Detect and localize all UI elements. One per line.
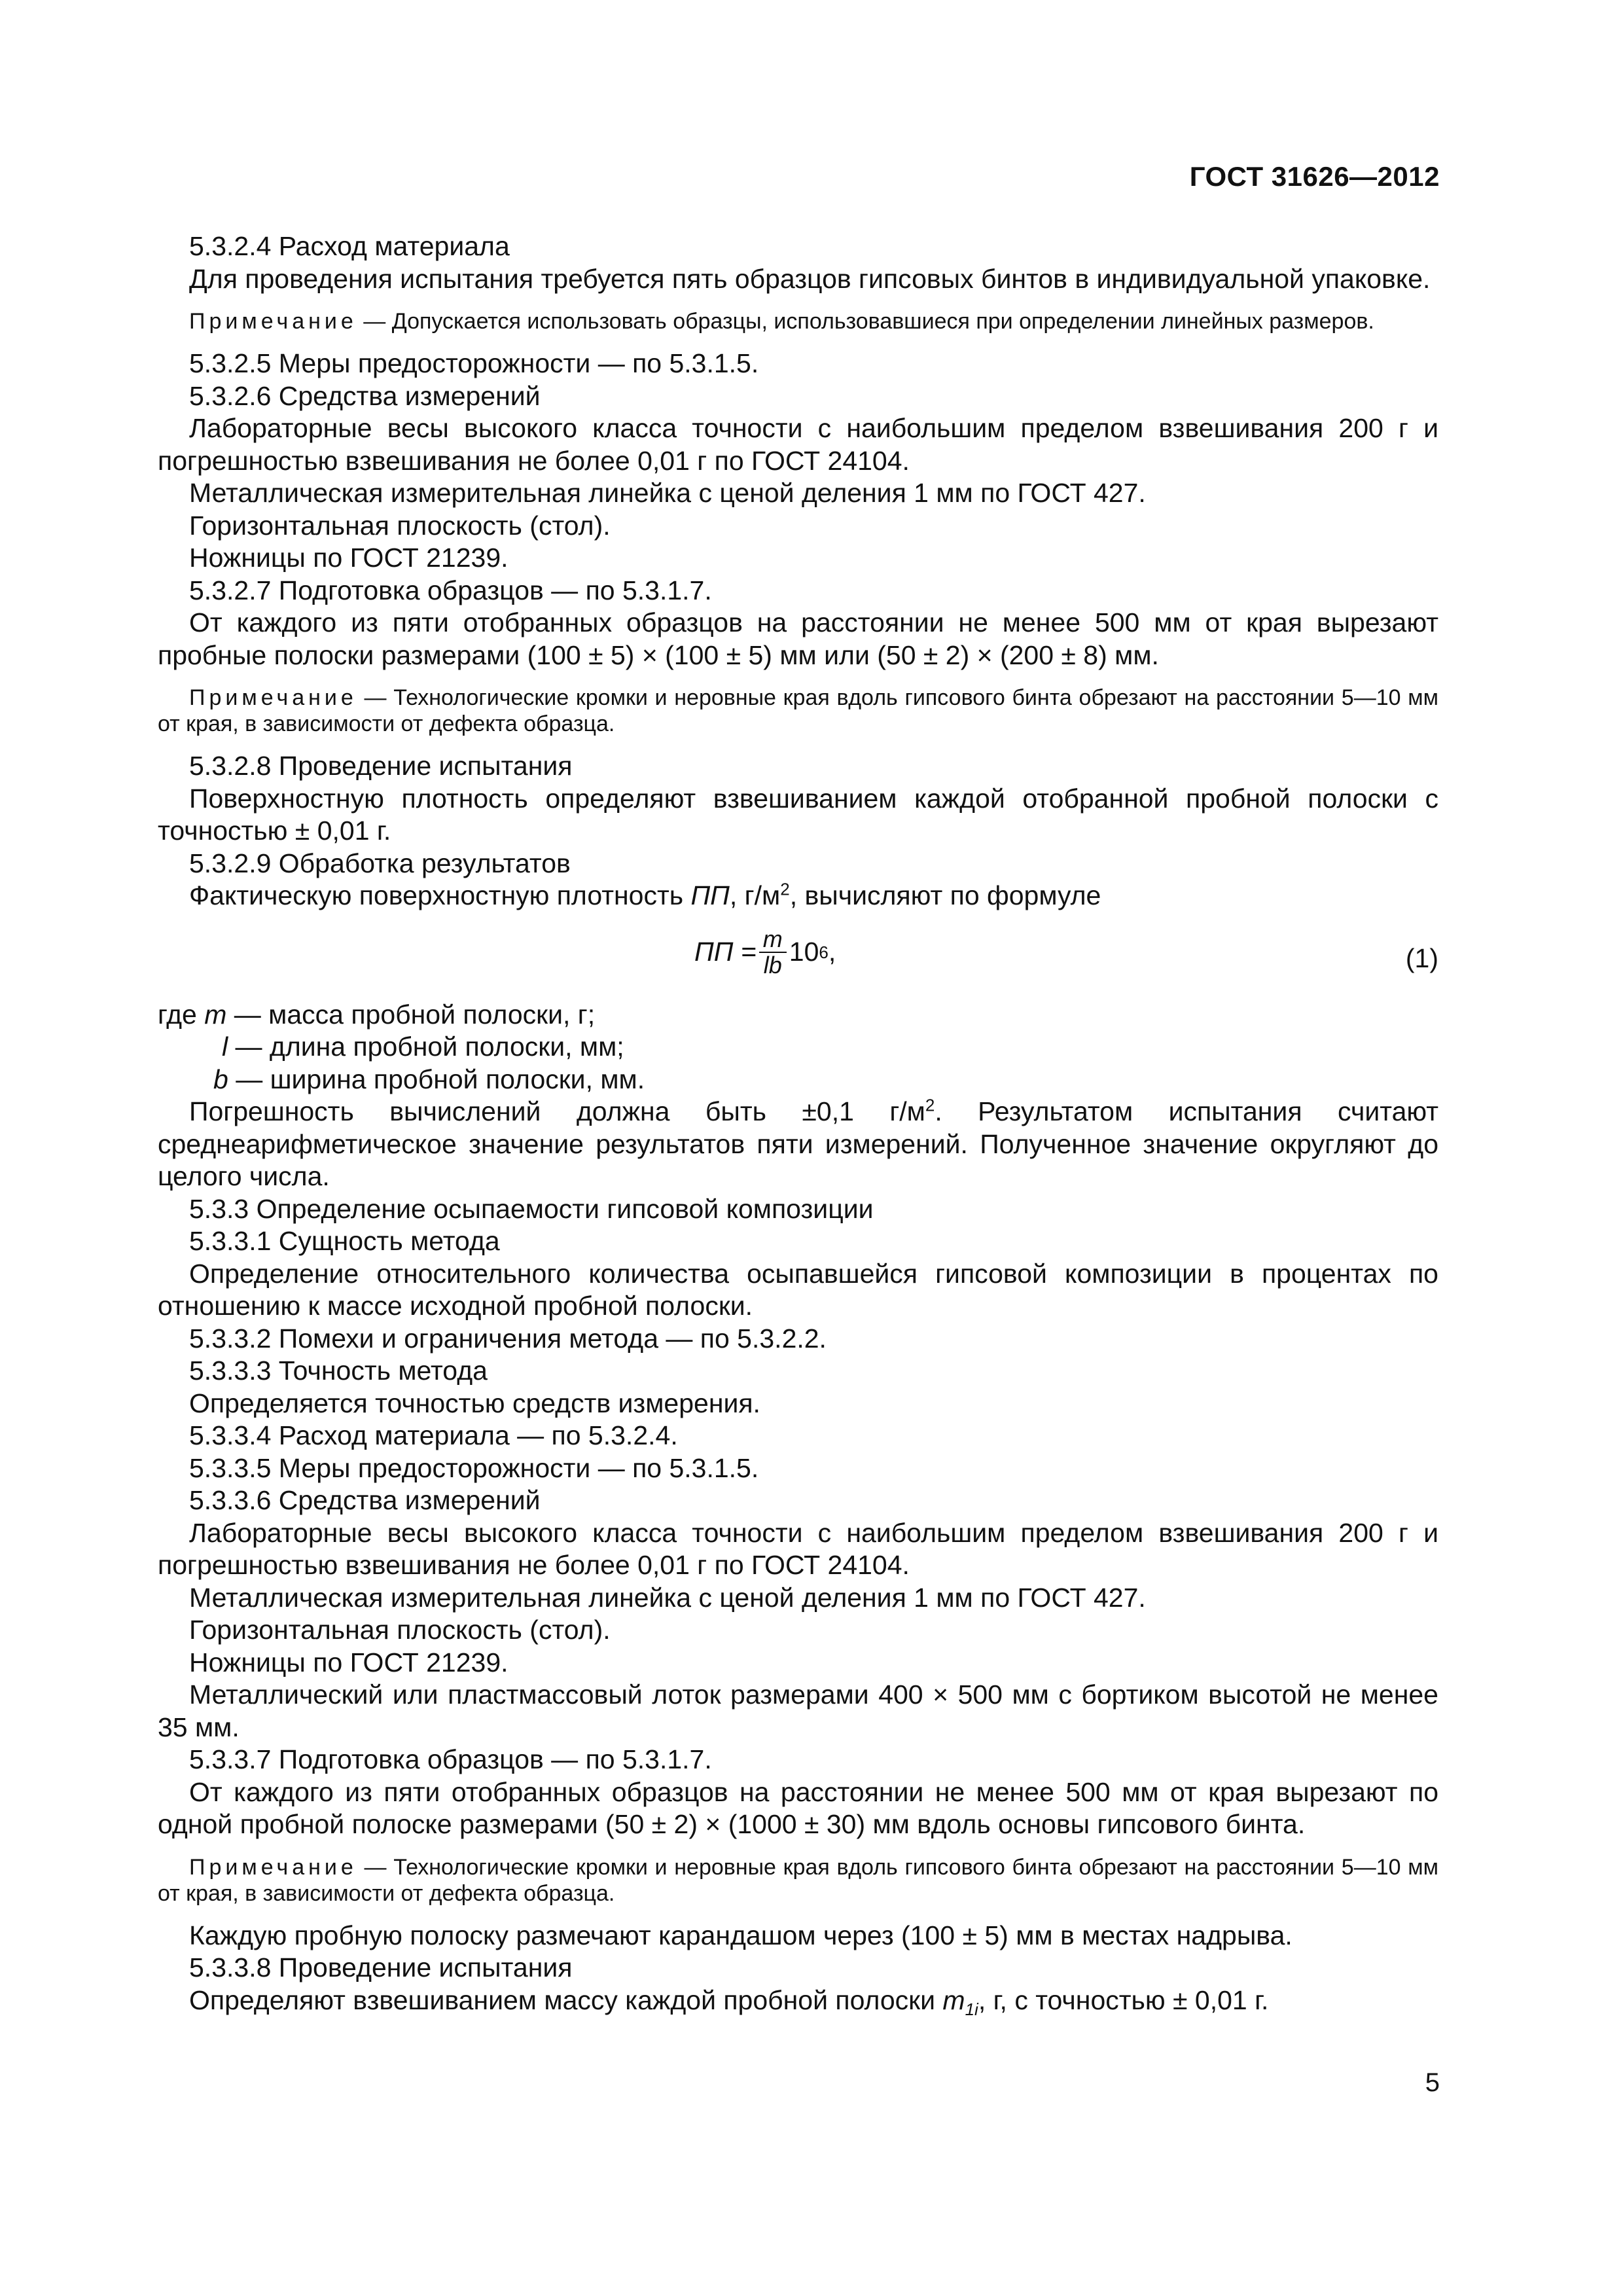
- section-5-3-3-8-text: [158, 1984, 1438, 2017]
- section-5-3-3-6-item: Горизонтальная плоскость (стол).: [189, 1615, 611, 1645]
- text-fragment: Фактическую поверхностную плотность: [189, 880, 691, 910]
- section-5-3-3-7: 5.3.3.7 Подготовка образцов — по 5.3.1.7.: [189, 1744, 712, 1774]
- section-5-3-2-5: 5.3.2.5 Меры предосторожности — по 5.3.1.5.: [189, 348, 759, 378]
- section-5-3-3-7-marking: Каждую пробную полоску размечают карандашом через (100 ± 5) мм в местах надрыва.: [189, 1920, 1293, 1950]
- formula-tail: ,: [828, 936, 836, 967]
- page-number: 5: [1425, 2068, 1440, 2097]
- formula-fraction: [759, 927, 787, 978]
- section-5-3-2-7-text: От каждого из пяти отобранных образцов на расстоянии не менее 500 мм от края вырезают пробные полоски размерами (100 ± 5) × (100 ± 5) мм или (50 ± 2) × (200 ± 8) мм.: [158, 607, 1438, 670]
- where-l: [158, 1031, 1438, 1064]
- note-1-text: — Допускается использовать образцы, использовавшиеся при определении линейных размеров.: [357, 309, 1374, 334]
- section-5-3-3-1-title: 5.3.3.1 Сущность метода: [189, 1226, 500, 1256]
- formula-expression: ПП = $\frac{m}{lb}$ 10 6 ,: [694, 925, 836, 978]
- formula-number: (1): [1405, 942, 1438, 973]
- section-5-3-3-6-title: 5.3.3.6 Средства измерений: [189, 1485, 541, 1515]
- text-fragment: — масса пробной полоски, г;: [226, 999, 596, 1030]
- section-5-3-3-6-item: Металлическая измерительная линейка с ценой деления 1 мм по ГОСТ 427.: [189, 1582, 1146, 1613]
- text-fragment: , г/м: [729, 880, 781, 910]
- pp-symbol: ПП: [690, 880, 730, 910]
- note-label: Примечание: [189, 309, 357, 334]
- superscript: 2: [780, 879, 790, 899]
- document-body: [158, 230, 1438, 2017]
- superscript: 2: [925, 1095, 935, 1115]
- section-5-3-3-4: 5.3.3.4 Расход материала — по 5.3.2.4.: [189, 1420, 678, 1450]
- text-fragment: , г, с точностью ± 0,01 г.: [978, 1984, 1269, 2015]
- variable-b: b: [213, 1064, 228, 1094]
- section-5-3-2-9-text: [158, 880, 1438, 912]
- document-header-number: ГОСТ 31626—2012: [1189, 161, 1440, 192]
- note-label: Примечание: [189, 1854, 357, 1880]
- note-3-text: — Технологические кромки и неровные края вдоль гипсового бинта обрезают на расстоянии 5—10 мм от края, в зависимости от дефекта образца.: [158, 1854, 1438, 1906]
- section-5-3-2-4-title: 5.3.2.4 Расход материала: [189, 231, 510, 261]
- note-2: [158, 685, 1438, 737]
- section-5-3-2-8-title: 5.3.2.8 Проведение испытания: [189, 751, 573, 781]
- section-5-3-2-7: 5.3.2.7 Подготовка образцов — по 5.3.1.7.: [189, 575, 712, 605]
- formula-numerator: m: [759, 927, 787, 953]
- accuracy-paragraph: [158, 1096, 1438, 1193]
- where-b: [158, 1064, 1438, 1096]
- section-5-3-2-4-text: Для проведения испытания требуется пять образцов гипсовых бинтов в индивидуальной упаковке.: [189, 263, 1431, 294]
- note-label: Примечание: [189, 685, 357, 710]
- section-5-3-3-3-text: Определяется точностью средств измерения.: [189, 1388, 760, 1418]
- subscript: 1i: [965, 1999, 978, 2019]
- section-5-3-3-3-title: 5.3.3.3 Точность метода: [189, 1355, 488, 1386]
- formula-denominator: lb: [763, 951, 782, 978]
- formula-factor: 10: [789, 936, 819, 967]
- note-3: [158, 1854, 1438, 1907]
- variable-m: m: [942, 1984, 965, 2015]
- where-m: [158, 999, 1438, 1031]
- text-fragment: Определяют взвешиванием массу каждой пробной полоски: [189, 1984, 943, 2015]
- section-5-3-3-2: 5.3.3.2 Помехи и ограничения метода — по 5.3.2.2.: [189, 1323, 827, 1354]
- section-5-3-3-6-item: Лабораторные весы высокого класса точности с наибольшим пределом взвешивания 200 г и погрешностью взвешивания не более 0,01 г по ГОСТ 24104.: [158, 1517, 1438, 1580]
- text-fragment: — длина пробной полоски, мм;: [228, 1031, 624, 1062]
- section-5-3-3-title: 5.3.3 Определение осыпаемости гипсовой композиции: [189, 1193, 874, 1224]
- section-5-3-2-6-title: 5.3.2.6 Средства измерений: [189, 380, 541, 411]
- variable-l: l: [222, 1031, 228, 1062]
- section-5-3-3-8-title: 5.3.3.8 Проведение испытания: [189, 1952, 573, 1982]
- note-1: [158, 308, 1438, 334]
- section-5-3-3-5: 5.3.3.5 Меры предосторожности — по 5.3.1.5.: [189, 1452, 759, 1483]
- section-5-3-2-9-title: 5.3.2.9 Обработка результатов: [189, 848, 571, 878]
- note-2-text: — Технологические кромки и неровные края вдоль гипсового бинта обрезают на расстоянии 5—10 мм от края, в зависимости от дефекта образца.: [158, 685, 1438, 736]
- text-fragment: где: [158, 999, 205, 1030]
- section-5-3-3-6-item: Металлический или пластмассовый лоток размерами 400 × 500 мм с бортиком высотой не менее 35 мм.: [158, 1679, 1438, 1742]
- section-5-3-2-6-item: Лабораторные весы высокого класса точности с наибольшим пределом взвешивания 200 г и погрешностью взвешивания не более 0,01 г по ГОСТ 24104.: [158, 413, 1438, 476]
- variable-m: m: [204, 999, 227, 1030]
- section-5-3-3-6-item: Ножницы по ГОСТ 21239.: [189, 1647, 508, 1677]
- text-fragment: . Результатом испытания считают среднеарифметическое значение результатов пяти измерений. Полученное значение округляют до целого числа.: [158, 1096, 1438, 1191]
- text-fragment: Погрешность вычислений должна быть ±0,1 г/м: [189, 1096, 925, 1126]
- section-5-3-2-8-text: Поверхностную плотность определяют взвешиванием каждой отобранной пробной полоски с точностью ± 0,01 г.: [158, 783, 1438, 846]
- formula-1: [158, 922, 1438, 992]
- section-5-3-2-6-item: Горизонтальная плоскость (стол).: [189, 510, 611, 541]
- text-fragment: , вычисляют по формуле: [789, 880, 1101, 910]
- section-5-3-3-1-text: Определение относительного количества осыпавшейся гипсовой композиции в процентах по отношению к массе исходной пробной полоски.: [158, 1258, 1438, 1321]
- section-5-3-2-6-item: Ножницы по ГОСТ 21239.: [189, 543, 508, 573]
- section-5-3-3-7-text: От каждого из пяти отобранных образцов на расстоянии не менее 500 мм от края вырезают по одной пробной полоске размерами (50 ± 2) × (1000 ± 30) мм вдоль основы гипсового бинта.: [158, 1776, 1438, 1839]
- text-fragment: — ширина пробной полоски, мм.: [228, 1064, 645, 1094]
- formula-lhs: ПП =: [694, 936, 757, 967]
- section-5-3-2-6-item: Металлическая измерительная линейка с ценой деления 1 мм по ГОСТ 427.: [189, 478, 1146, 508]
